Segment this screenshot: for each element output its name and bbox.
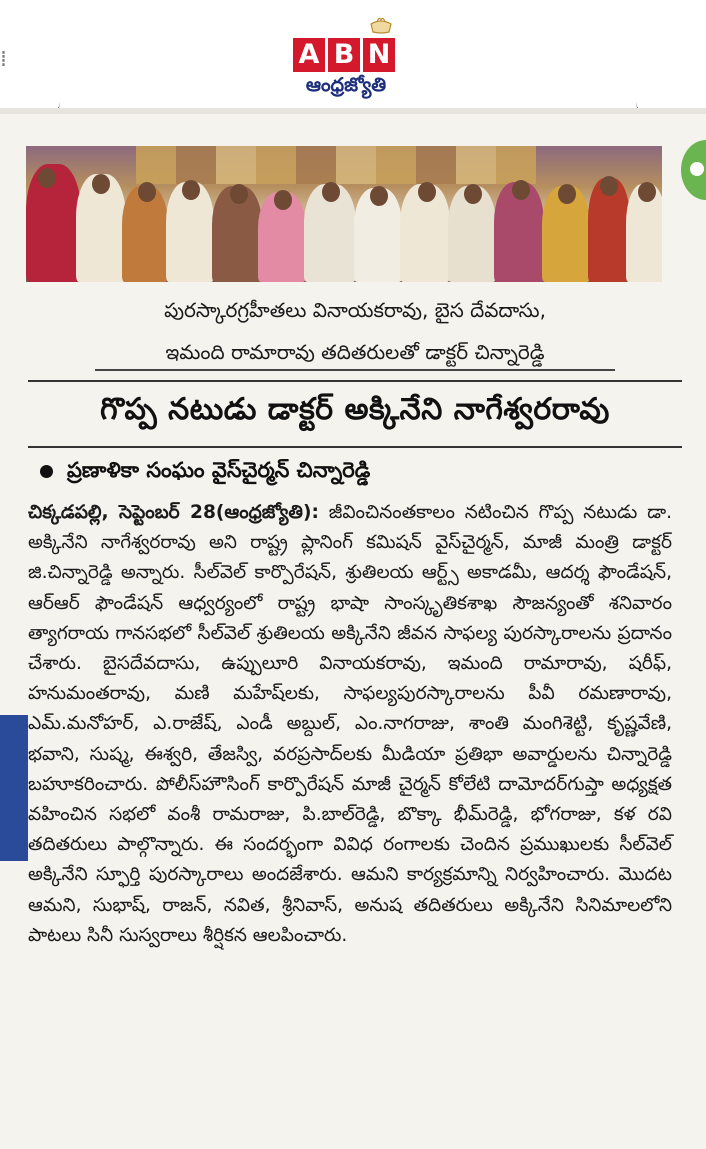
photo-caption-line-1: పురస్కారగ్రహీతలు వినాయకరావు, బైస దేవదాసు, (164, 298, 546, 322)
photo-caption-line-2: ఇమంది రామారావు తదితరులతో డాక్టర్ చిన్నారెడ్డి (95, 340, 615, 371)
article-body-text: జీవించినంతకాలం నటించిన గొప్ప నటుడు డా. అక్కినేని నాగేశ్వరరావు అని రాష్ట్ర ప్లానింగ్ కమిషన్ వైస్‌చైర్మన్, మాజీ మంత్రి డాక్టర్ జి.చిన్నారెడ్డి అన్నారు. సీల్‌వెల్ కార్పొరేషన్, శ్రుతిలయ ఆర్ట్స్ అకాడమీ, ఆదర్శ ఫౌండేషన్, ఆర్‌ఆర్ ఫౌండేషన్ ఆధ్వర్యంలో రాష్ట్ర భాషా సాంస్కృతికశాఖ సౌజన్యంతో శనివారం త్యాగరాయ గానసభలో సీల్‌వెల్ శ్రుతిలయ అక్కినేని జీవన సాఫల్య పురస్కారాలను ప్రదానం చేశారు. బైసదేవదాసు, ఉప్పులూరి వినాయకరావు, ఇమంది రామారావు, షరీఫ్, హనుమంతరావు, మణి మహేష్‌లకు, సాఫల్యపురస్కారాలను పీవీ రమణారావు, ఎమ్.మనోహర్, ఎ.రాజేష్, ఎండీ అబ్దుల్, ఎం.నాగరాజు, శాంతి మంగిశెట్టి, కృష్ణవేణి, భవాని, సుష్మ, ఈశ్వరి, తేజస్వి, వరప్రసాద్‌లకు మీడియా ప్రతిభా అవార్డులను చిన్నారెడ్డి బహూకరించారు. పోలీస్‌హౌసింగ్ కార్పొరేషన్ మాజీ చైర్మన్ కోలేటి దామోదర్‌గుప్తా అధ్యక్షత వహించిన సభలో వంశీ రామరాజు, పి.బాల్‌రెడ్డి, బొక్కా భీమ్‌రెడ్డి, భోగరాజు, కళ రవి తదితరులు పాల్గొన్నారు. ఈ సందర్భంగా వివిధ రంగాలకు చెందిన ప్రముఖులకు సీల్‌వెల్ అక్కినేని స్ఫూర్తి పురస్కారాలు అందజేశారు. ఆమని కార్యక్రమాన్ని నిర్వహించారు. మొదట ఆమని, సుభాష్, రాజన్, నవిత, శ్రీనివాస్, అనుష తదితరులు అక్కినేని సినిమాలలోని పాటలు సినీ సుస్వరాలు శీర్షికన ఆలపించారు. (28, 502, 672, 946)
bullet-icon (40, 465, 53, 478)
headline-rule-top (28, 380, 682, 382)
article-dateline: చిక్కడపల్లి, సెప్టెంబర్ 28(ఆంధ్రజ్యోతి): (28, 502, 319, 523)
article-headline: గొప్ప నటుడు డాక్టర్ అక్కినేని నాగేశ్వరరావు (100, 392, 610, 427)
abn-logo[interactable] (290, 16, 402, 102)
headline-rule-bottom (28, 446, 682, 448)
logo-subtitle: ఆంధ్రజ్యోతి (305, 74, 387, 96)
logo-letter: N (363, 38, 395, 72)
stage-backdrop (136, 146, 536, 184)
side-accent-bar (0, 715, 28, 861)
back-handle-icon[interactable]: ⁞ (0, 47, 7, 72)
cup-icon (368, 16, 394, 34)
article-body (28, 498, 672, 951)
masthead (0, 0, 706, 112)
subhead-text: ప్రణాళికా సంఘం వైస్‌చైర్మన్ చిన్నారెడ్డి (67, 458, 371, 482)
article-subhead (40, 458, 370, 488)
event-photo (26, 146, 662, 282)
logo-letter: A (293, 38, 325, 72)
logo-letter: B (328, 38, 360, 72)
